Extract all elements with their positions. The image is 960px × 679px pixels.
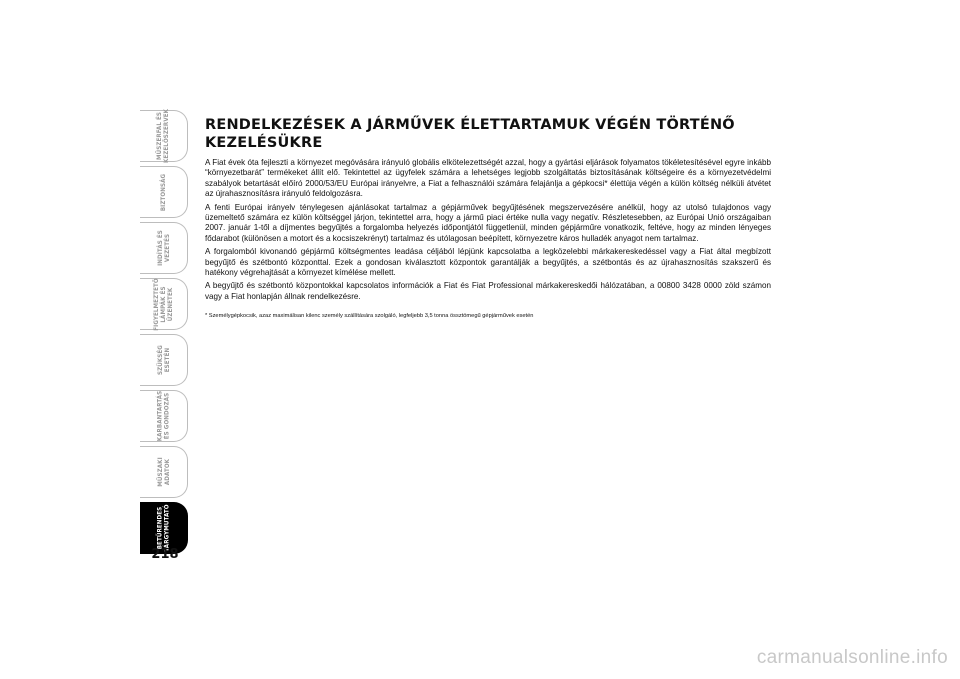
- paragraph: A fenti Európai irányelv ténylegesen ajánlásokat tartalmaz a gépjárművek begyűjtésének megszervezésére anélkül, hogy az utolsó tulajdonos vagy üzemeltető számára ez külön költséggel járjon, tekintettel arra, hogy a jármű piaci értéke nulla vagy negatív. Részletesebben, az Európai Unió országaiban 2007. január 1-től a díjmentes begyűjtés a forgalomba helyezés időpontjától függetlenül, minden gépjárműre vonatkozik, feltéve, hogy az minden lényeges fődarabot (különösen a motort és a kocsiszekrényt) tartalmaz és utólagosan beépített, környezetre káros hulladék anyagot nem tartalmaz.: [205, 202, 771, 243]
- tab-biztonsag[interactable]: [140, 166, 188, 218]
- paragraph: A begyűjtő és szétbontó központokkal kapcsolatos információk a Fiat és Fiat Professional márkakereskedői hálózatában, a 00800 3428 0000 zöld számon vagy a Fiat honlapján állnak rendelkezésre.: [205, 281, 771, 301]
- tab-inditas-es-vezetes[interactable]: [140, 222, 188, 274]
- tab-label: SZÜKSÉG ESETÉN: [156, 345, 171, 375]
- footnote: * Személygépkocsik, azaz maximálisan kilenc személy szállítására szolgáló, legfeljebb 3,5 tonna össztömegű gépjárművek esetén: [205, 313, 534, 320]
- tab-label: BETŰRENDES TÁRGYMUTATÓ: [156, 504, 171, 552]
- tab-label: FIGYELMEZTETŐ LÁMPÁK ÉS ÜZENETEK: [153, 277, 174, 331]
- tab-label: BIZTONSÁG: [159, 173, 167, 211]
- watermark: carmanualsonline.info: [756, 647, 948, 668]
- paragraph: A forgalomból kivonandó gépjármű költségmentes leadása céljából lépjünk kapcsolatba a legközelebbi márkakereskedéssel vagy a Fiat által megbízott begyűjtő és szétbontó központtal. Ezek a gondosan kiválasztott központok garantálják a begyűjtés, a szétbontás és az újrahasznosítás szakszerű és hatékony végrehajtását a környezet kímélése mellett.: [205, 247, 771, 278]
- tab-karbantartas-es-gondozas[interactable]: [140, 390, 188, 442]
- tab-figyelmezteto-lampak-es-uzenetek[interactable]: [140, 278, 188, 330]
- page-title: RENDELKEZÉSEK A JÁRMŰVEK ÉLETTARTAMUK VÉGÉN TÖRTÉNŐ KEZELÉSÜKRE: [205, 117, 735, 151]
- tab-muszerfal-es-kezeloszervek[interactable]: [140, 110, 188, 162]
- tab-label: KARBANTARTÁS ÉS GONDOZÁS: [156, 390, 171, 442]
- tab-label: MŰSZAKI ADATOK: [156, 457, 171, 487]
- main-content: [205, 116, 771, 320]
- tab-label: MŰSZERFAL ÉS KEZELŐSZERVEK: [156, 108, 171, 164]
- page-number: 218: [151, 547, 179, 562]
- tab-label: INDÍTÁS ÉS VEZETÉS: [156, 230, 171, 266]
- paragraph: A Fiat évek óta fejleszti a környezet megóvására irányuló globális elkötelezettségét azzal, hogy a gyártási eljárások folyamatos tökéletesítésével egyre inkább “környezetbarát” termékeket állít elő. Tekintettel az ügyfelek számára a lehetséges legjobb szolgáltatás biztosításának költségeire és a környezetvédelmi szabályok betartását előíró 2000/53/EU Európai irányelvre, a Fiat a felhasználói számára felajánlja a gépkocsi* élettúja végén a külön költség nélküli átvétet az újrahasznosításra irányuló feldolgozásra.: [205, 158, 771, 199]
- tab-muszaki-adatok[interactable]: [140, 446, 188, 498]
- tab-szukseg-eseten[interactable]: [140, 334, 188, 386]
